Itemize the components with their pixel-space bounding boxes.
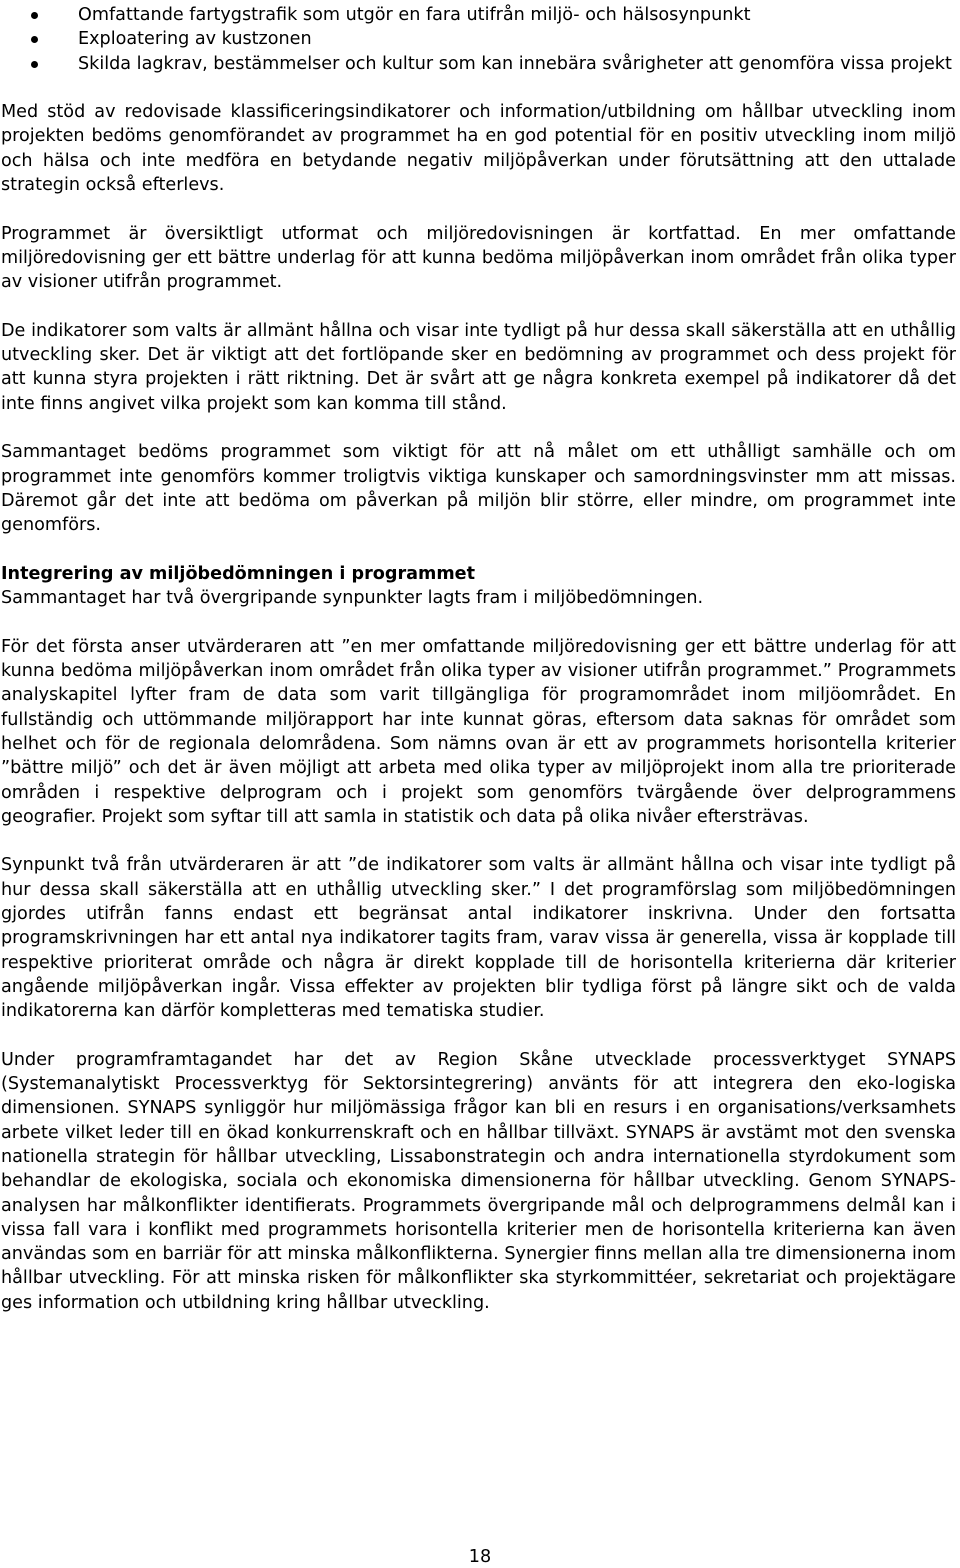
section-heading: Integrering av miljöbedömningen i programmet [1, 563, 476, 584]
bullet-dot-icon [31, 36, 38, 43]
bullet-text: Omfattande fartygstrafik som utgör en fara utifrån miljö- och hälsosynpunkt [78, 5, 751, 25]
paragraph-summary: Sammantaget bedöms programmet som viktigt för att nå målet om ett uthålligt samhälle och om programmet inte genomförs kommer troligtvis viktiga kunskaper och samordningsvinster mm att missas. Däremot går det inte att bedöma om påverkan på miljön blir större, eller mindre, om programmet inte genomförs. [1, 442, 956, 536]
paragraph-synaps: Under programframtagandet har det av Region Skåne utvecklade processverktyget SYNAPS (Systemanalytiskt Processverktyg för Sektorsintegrering) använts för att integrera den eko-logiska dimensionen. SYNAPS synliggör hur miljömässiga frågor kan bli en resurs i en organisations/verksamhets arbete vilket leder till en ökad konkurrenskraft och en hållbar tillväxt. SYNAPS är avstämt mot den svenska nationella strategin för hållbar utveckling, Lissabonstrategin och andra internationella styrdokument som behandlar de ekologiska, sociala och ekonomiska dimensionerna för hållbar utveckling. Genom SYNAPS-analysen har målkonflikter identifierats. Programmets övergripande mål och delprogrammens delmål kan i vissa fall vara i konflikt med programmets horisontella kriterier men de horisontella kriterierna kan även användas som en barriär för att minska målkonflikterna. Synergier finns mellan alla tre dimensionerna inom hållbar utveckling. För att minska risken för målkonflikter ska styrkommittéer, sekretariat och projektägare ges information och utbildning kring hållbar utveckling. [1, 1049, 956, 1313]
paragraph-conclusion: Med stöd av redovisade klassificeringsindikatorer och information/utbildning om hållbar utveckling inom projekten bedöms genomförandet av programmet ha en god potential för en positiv utveckling inom miljö och hälsa och inte medföra en betydande negativ miljöpåverkan under förutsättning att den uttalade strategin också efterlevs. [1, 102, 956, 196]
bullet-item [0, 3, 956, 27]
bullet-dot-icon [31, 61, 38, 68]
paragraph-intro: Sammantaget har två övergripande synpunkter lagts fram i miljöbedömningen. [1, 588, 704, 609]
paragraph-first-viewpoint: För det första anser utvärderaren att ”en mer omfattande miljöredovisning ger ett bättre underlag för att kunna bedöma miljöpåverkan inom området från olika typer av visioner utifrån programmet.” Programmets analyskapitel lyfter fram de data som varit tillgängliga för programområdet inom miljöområdet. En fullständig och uttömmande miljörapport har inte kunnat göras, eftersom data saknas för området som helhet och för de regionala delområdena. Som nämns ovan är ett av programmets horisontella kriterier ”bättre miljö” och det är även möjligt att arbeta med olika typer av miljöprojekt inom alla tre prioriterade områden i respektive delprogram och i projekt som genomförs tvärgående över delprogrammens geografier. Projekt som syftar till att samla in statistik och data på olika nivåer eftersträvas. [1, 636, 956, 827]
bullet-dot-icon [31, 12, 38, 19]
bullet-item [0, 27, 956, 51]
document-page [0, 3, 956, 1315]
paragraph-program-overview: Programmet är översiktligt utformat och miljöredovisningen är kortfattad. En mer omfattande miljöredovisning ger ett bättre underlag för att kunna bedöma miljöpåverkan inom området från olika typer av visioner utifrån programmet. [1, 223, 956, 293]
bullet-text: Exploatering av kustzonen [78, 29, 312, 50]
bullet-text: Skilda lagkrav, bestämmelser och kultur som kan innebära svårigheter att genomföra vissa projekt [78, 53, 952, 74]
paragraph-second-viewpoint: Synpunkt två från utvärderaren är att ”de indikatorer som valts är allmänt hållna och visar inte tydligt på hur dessa skall säkerställa att en uthållig utveckling sker.” I det programförslag som miljöbedömningen gjordes utifrån fanns endast ett begränsat antal indikatorer inskrivna. Under den fortsatta programskrivningen har ett antal nya indikatorer tagits fram, varav vissa är generella, vissa är kopplade till respektive prioriterat område och några är direkt kopplade till de horisontella kriterierna där kriterier angående miljöpåverkan ingår. Vissa effekter av projekten blir tydliga först på längre sikt och de valda indikatorerna kan därför kompletteras med tematiska studier. [1, 855, 956, 1022]
page-number: 18 [468, 1547, 492, 1567]
bullet-item [0, 52, 956, 76]
paragraph-indicators: De indikatorer som valts är allmänt hållna och visar inte tydligt på hur dessa skall säkerställa att en uthållig utveckling sker. Det är viktigt att det fortlöpande sker en bedömning av programmet och dess projekt för att kunna styra projekten i rätt riktning. Det är svårt att ge några konkreta exempel på indikatorer då det inte finns angivet vilka projekt som kan komma till stånd. [1, 320, 956, 414]
bullet-list [0, 3, 956, 76]
